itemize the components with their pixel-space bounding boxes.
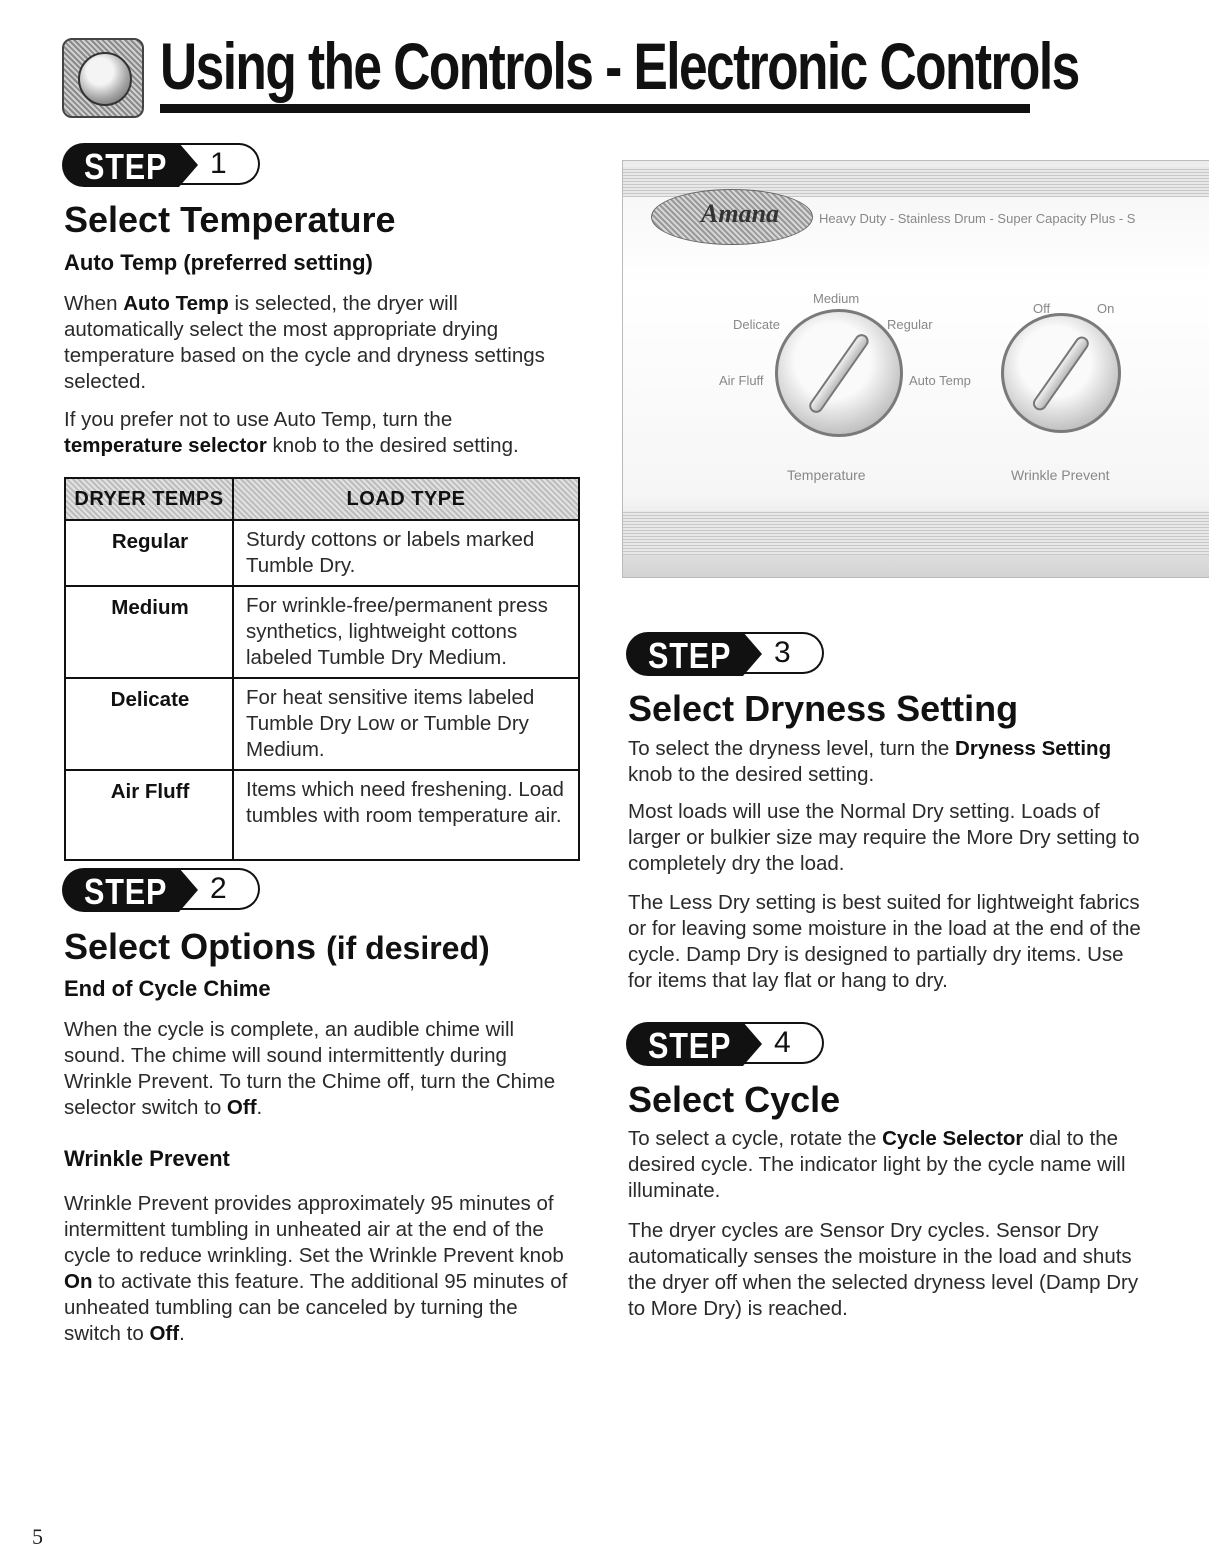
cycle-selector-paragraph: To select a cycle, rotate the Cycle Selector dial to the desired cycle. The indicator light by the cycle name will illuminate. [628,1127,1126,1202]
dryness-setting-paragraph: To select the dryness level, turn the Dryness Setting knob to the desired setting. [628,737,1112,786]
chime-paragraph: When the cycle is complete, an audible chime will sound. The chime will sound intermittently during Wrinkle Prevent. To turn the Chime off, turn the Chime selector switch to Off. [64,1018,556,1119]
auto-temp-subtitle: Auto Temp (preferred setting) [64,250,373,275]
sensor-dry-paragraph: The dryer cycles are Sensor Dry cycles. Sensor Dry automatically senses the moisture in the load and shuts the dryer off when the selected dryness level (Damp Dry to More Dry) is reached. [628,1219,1139,1320]
panel-tagline: Heavy Duty - Stainless Drum - Super Capacity Plus - S [819,211,1136,226]
table-row: Air Fluff Items which need freshening. Load tumbles with room temperature air. [65,770,579,860]
normal-dry-paragraph: Most loads will use the Normal Dry setting. Loads of larger or bulkier size may require the More Dry setting to completely dry the load. [628,800,1140,875]
auto-temp-paragraph: When Auto Temp is selected, the dryer will automatically select the most appropriate drying temperature based on the cycle and dryness settings selected. [64,292,545,393]
title-rule [160,104,1030,113]
step-4-number: 4 [774,1026,791,1059]
step-1-title: Select Temperature [64,199,396,240]
step-4-title: Select Cycle [628,1079,841,1120]
wrinkle-prevent-caption: Wrinkle Prevent [1011,467,1110,483]
table-row: Regular Sturdy cottons or labels marked Tumble Dry. [65,520,579,586]
table-row: Medium For wrinkle-free/permanent press synthetics, lightweight cottons labeled Tumble Dry Medium. [65,586,579,678]
page-number: 5 [32,1524,43,1549]
end-of-cycle-chime-subtitle: End of Cycle Chime [64,976,271,1001]
step-3-title: Select Dryness Setting [628,688,1019,729]
table-header-dryer-temps: DRYER TEMPS [65,478,233,520]
step-2-title: Select Options (if desired) [64,926,490,967]
wrinkle-prevent-subtitle: Wrinkle Prevent [64,1146,230,1171]
temperature-knob[interactable] [775,309,903,437]
step-3-number: 3 [774,636,791,669]
dryer-knob-icon [62,38,144,118]
step-2-number: 2 [210,872,227,905]
wrinkle-prevent-paragraph: Wrinkle Prevent provides approximately 95 minutes of intermittent tumbling in unheated air at the end of the cycle to reduce wrinkling. Set the Wrinkle Prevent knob On to activate this feature. The additional 95 minutes of unheated tumbling can be canceled by turning the switch to Off. [64,1192,568,1345]
temperature-selector-paragraph: If you prefer not to use Auto Temp, turn the temperature selector knob to the desired setting. [64,408,519,457]
control-panel-illustration: Amana Heavy Duty - Stainless Drum - Super Capacity Plus - S Medium Delicate Regular Air Fluff Auto Temp Temperature Off On Wrinkle Prevent [622,160,1209,578]
less-dry-paragraph: The Less Dry setting is best suited for lightweight fabrics or for leaving some moisture in the load at the end of the cycle. Damp Dry is designed to partially dry items. Use for items that lay flat or hang to dry. [628,891,1141,992]
page-title: Using the Controls - Electronic Controls [160,29,1079,103]
step-1-number: 1 [210,147,227,180]
table-header-load-type: LOAD TYPE [233,478,579,520]
dryer-temps-table [64,477,580,861]
table-row: Delicate For heat sensitive items labeled Tumble Dry Low or Tumble Dry Medium. [65,678,579,770]
wrinkle-prevent-knob[interactable] [1001,313,1121,433]
temperature-caption: Temperature [787,467,866,483]
